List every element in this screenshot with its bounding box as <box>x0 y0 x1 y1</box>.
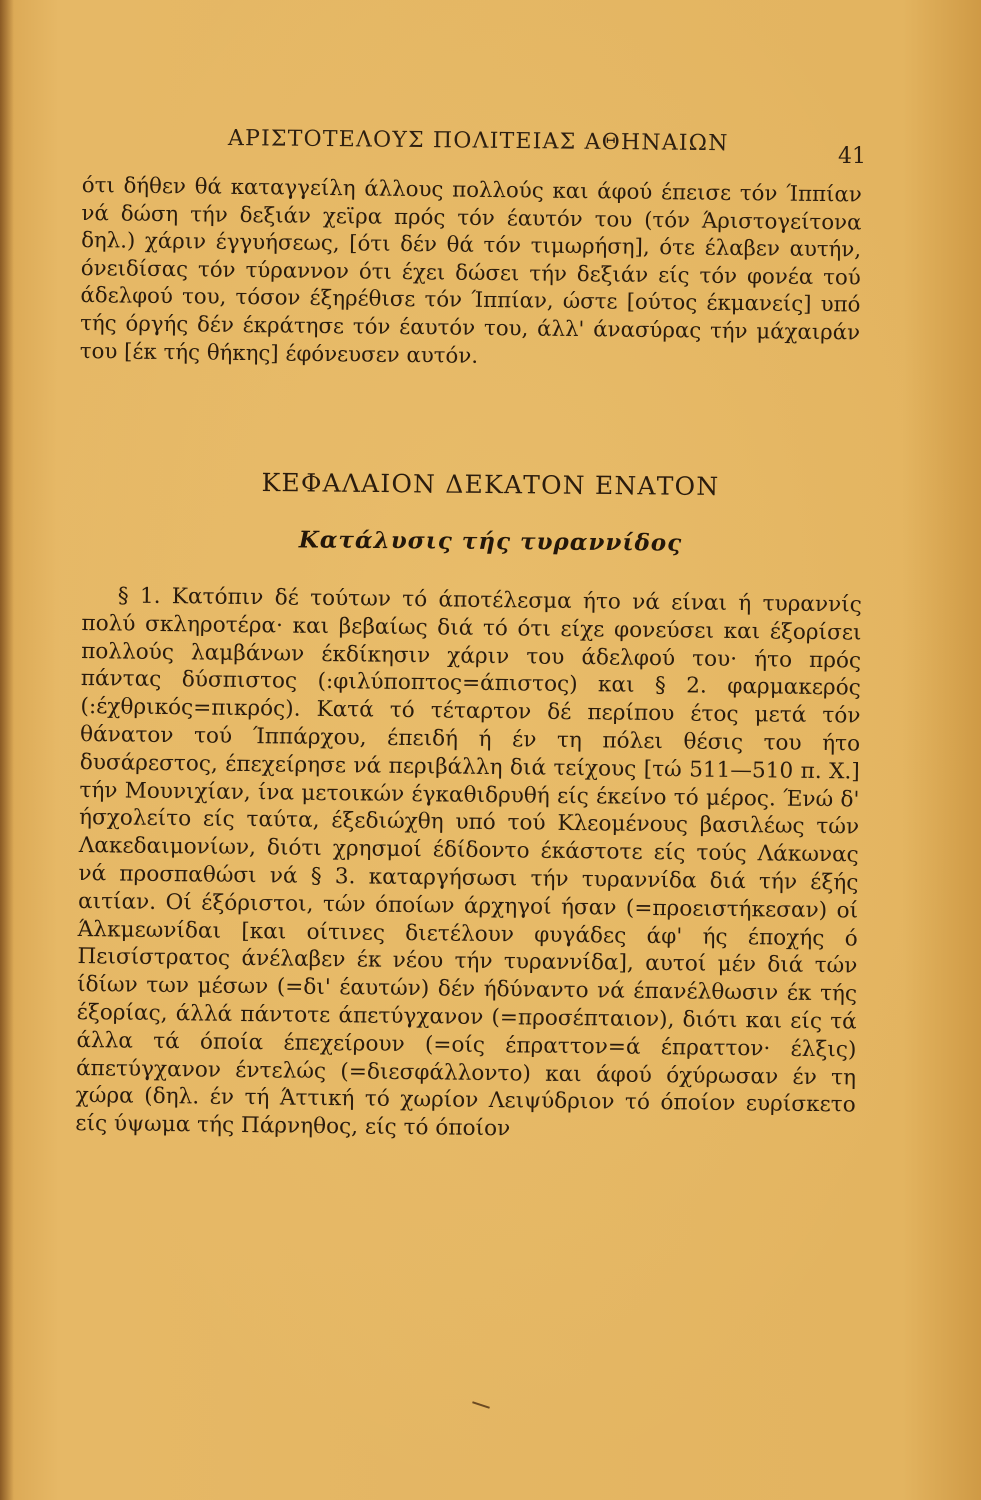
main-paragraph-block <box>75 582 862 1147</box>
intro-paragraph: ότι δήθεν θά καταγγείλη άλλους πολλούς και άφού έπεισε τόν Ίππίαν νά δώση τήν δεξιάν χεϊρα πρός τόν έαυτόν του (τόν Άριστογείτονα δηλ.) χάριν έγγυήσεως, [ότι δέν θά τόν τιμωρήση], ότε έλαβεν αυτήν, όνειδίσας τόν τύραννον ότι έχει δώσει τήν δεξιάν είς τόν φονέα τού άδελφού του, τόσον έξηρέθισε τόν Ίππίαν, ώστε [ούτος έκμανείς] υπό τής όργής δέν έκράτησε τόν έαυτόν του, άλλ' άνασύρας τήν μάχαιράν του [έκ τής θήκης] έφόνευσεν αυτόν. <box>79 172 862 369</box>
page-number: 41 <box>838 144 866 169</box>
running-title: ΑΡΙΣΤΟΤΕΛΟΥΣ ΠΟΛΙΤΕΙΑΣ ΑΘΗΝΑΙΩΝ <box>227 126 729 157</box>
page-edge-shadow <box>0 0 14 1500</box>
chapter-subtitle: Κατάλυσις τής τυραννίδος <box>298 526 683 557</box>
main-paragraph: § 1. Κατόπιν δέ τούτων τό άποτέλεσμα ήτο νά είναι ή τυραννίς πολύ σκληροτέρα· και βεβαίως διά τό ότι είχε φονεύσει και έξορίσει πολλούς λαμβάνων έκδίκησιν χάριν του άδελφού του· ήτο πρός πάντας δύσπιστος (:φιλύποπτος=άπιστος) και § 2. φαρμακερός (:έχθρικός=πικρός). Κατά τό τέταρτον δέ περίπου έτος μετά τόν θάνατον τού Ίππάρχου, έπειδή ή έν τη πόλει θέσις του ήτο δυσάρεστος, έπεχείρησε νά περιβάλλη διά τείχους [τώ 511—510 π. Χ.] τήν Μουνιχίαν, ίνα μετοικών έγκαθιδρυθή είς έκείνο τό μέρος. Ένώ δ' ήσχολείτο είς ταύτα, έξεδιώχθη υπό τού Κλεομένους βασιλέως τών Λακεδαιμονίων, διότι χρησμοί έδίδοντο έκάστοτε είς τούς Λάκωνας νά προσπαθώσι νά § 3. καταργήσωσι τήν τυραννίδα διά τήν έξής αιτίαν. Οί έξόριστοι, τών όποίων άρχηγοί ήσαν (=προειστήκεσαν) οί Άλκμεωνίδαι [και οίτινες διετέλουν φυγάδες άφ' ής έποχής ό Πεισίστρατος άνέλαβεν έκ νέου τήν τυραννίδα], αυτοί μέν διά τών ίδίων των μέσων (=δι' έαυτών) δέν ήδύναντο νά έπανέλθωσιν έκ τής έξορίας, άλλά πάντοτε άπετύγχανον (=προσέπταιον), διότι και είς τά άλλα τά όποία έπεχείρουν (=οίς έπραττον=ά έπραττον· έλξις) άπετύγχανον έντελώς (=διεσφάλλοντο) και άφού όχύρωσαν έν τη χώρα (δηλ. έν τή Άττική τό χωρίον Λειψύδριον τό όποίον ευρίσκετο είς ύψωμα τής Πάρνηθος, είς τό όποίον <box>75 583 862 1142</box>
page-header <box>0 118 981 169</box>
chapter-heading: ΚΕΦΑΛΑΙΟΝ ΔΕΚΑΤΟΝ ΕΝΑΤΟΝ <box>261 468 720 501</box>
footer-mark <box>472 1401 490 1408</box>
intro-paragraph-block <box>80 172 862 375</box>
